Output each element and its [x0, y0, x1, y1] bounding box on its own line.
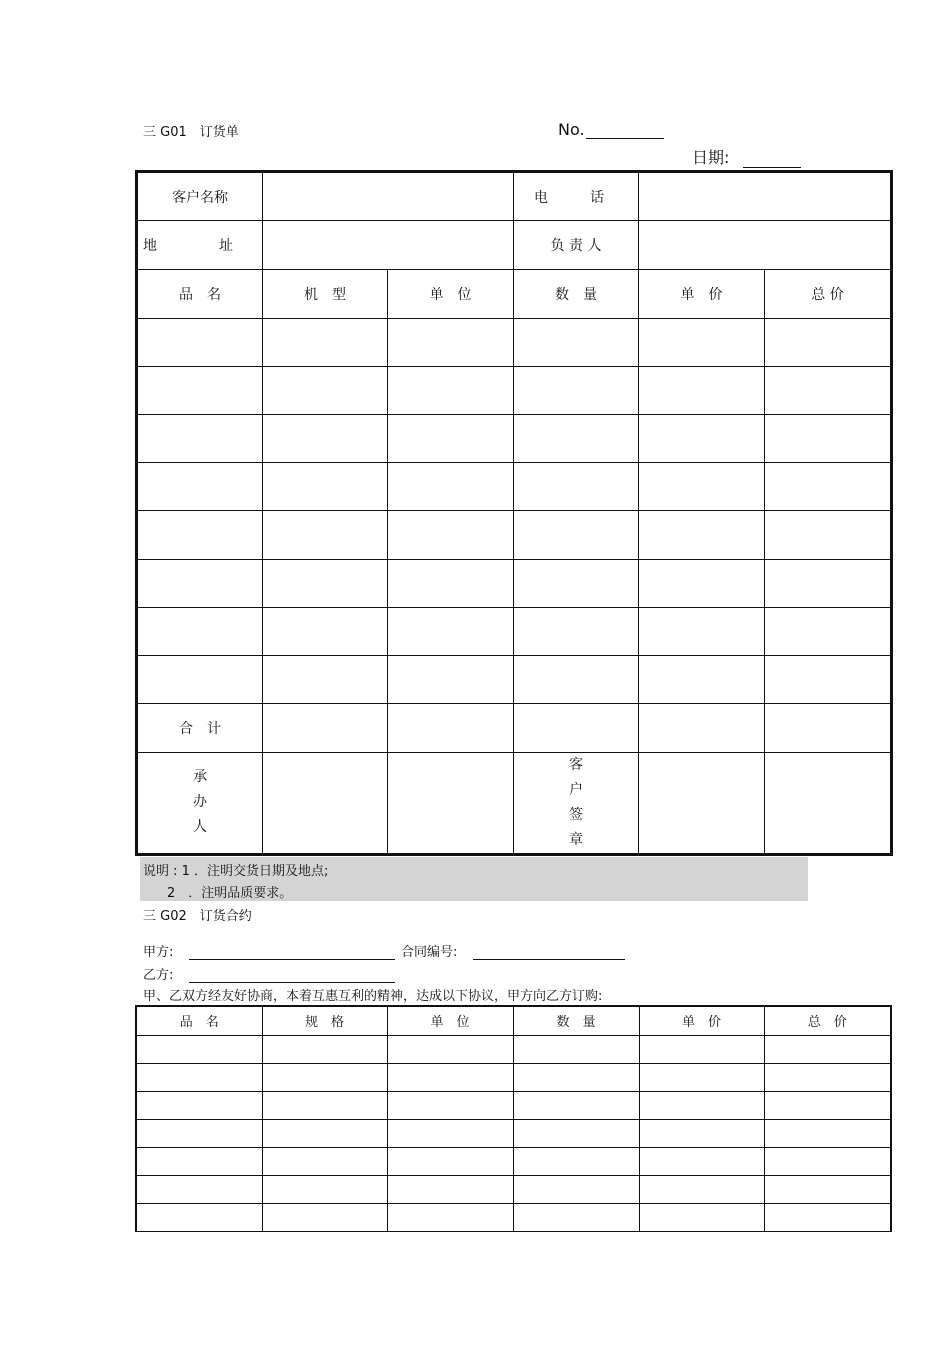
- table-cell[interactable]: [513, 1147, 639, 1175]
- contract-col-spec: 规 格: [262, 1006, 387, 1035]
- contract-item-row: [136, 1147, 891, 1175]
- order-item-row: [137, 655, 892, 703]
- customer-row: [137, 172, 892, 221]
- table-cell[interactable]: [263, 367, 388, 415]
- address-cell[interactable]: [263, 221, 514, 270]
- col-model: 机 型: [263, 270, 388, 319]
- table-cell[interactable]: [262, 1203, 387, 1231]
- total-cell[interactable]: [263, 703, 388, 752]
- table-cell[interactable]: [262, 1091, 387, 1119]
- order-date-label: 日期:: [692, 148, 730, 167]
- address-label: 地 址: [137, 221, 263, 270]
- table-cell[interactable]: [137, 463, 263, 511]
- contract-item-row: [136, 1063, 891, 1091]
- contract-item-row: [136, 1035, 891, 1063]
- table-cell[interactable]: [764, 1063, 891, 1091]
- order-number-field[interactable]: [558, 120, 664, 139]
- handler-label: 承 办 人: [137, 752, 263, 854]
- table-cell[interactable]: [387, 1119, 513, 1147]
- manager-label: 负 责 人: [514, 221, 639, 270]
- order-item-row: [137, 607, 892, 655]
- table-cell[interactable]: [764, 1119, 891, 1147]
- table-cell[interactable]: [765, 319, 892, 367]
- table-cell[interactable]: [388, 655, 514, 703]
- contract-col-product-name: 品 名: [136, 1006, 262, 1035]
- handler-cell[interactable]: [263, 752, 388, 854]
- table-cell[interactable]: [513, 1203, 639, 1231]
- note-line-2: 2 ．注明品质要求。: [167, 886, 293, 901]
- g02-title: 三 G02 订货合约: [143, 909, 252, 924]
- table-cell[interactable]: [514, 655, 639, 703]
- table-cell[interactable]: [514, 511, 639, 559]
- total-cell[interactable]: [388, 703, 514, 752]
- total-cell[interactable]: [514, 703, 639, 752]
- table-cell[interactable]: [764, 1175, 891, 1203]
- table-cell[interactable]: [639, 463, 765, 511]
- table-cell[interactable]: [639, 415, 765, 463]
- table-cell[interactable]: [639, 1203, 764, 1231]
- table-cell[interactable]: [514, 415, 639, 463]
- table-cell[interactable]: [514, 367, 639, 415]
- table-cell[interactable]: [387, 1091, 513, 1119]
- table-cell[interactable]: [639, 1063, 764, 1091]
- table-cell[interactable]: [513, 1035, 639, 1063]
- table-cell[interactable]: [513, 1119, 639, 1147]
- col-product-name: 品 名: [137, 270, 263, 319]
- column-header-row: [137, 270, 892, 319]
- table-cell[interactable]: [764, 1035, 891, 1063]
- table-cell[interactable]: [137, 559, 263, 607]
- table-cell[interactable]: [639, 511, 765, 559]
- party-a-label: 甲方:: [143, 945, 174, 960]
- table-cell[interactable]: [388, 415, 514, 463]
- table-cell[interactable]: [263, 559, 388, 607]
- order-date-line[interactable]: [743, 150, 801, 168]
- customer-name-cell[interactable]: [263, 172, 514, 221]
- order-form-table: [135, 170, 893, 856]
- table-cell[interactable]: [388, 511, 514, 559]
- table-cell[interactable]: [514, 559, 639, 607]
- manager-cell[interactable]: [639, 221, 892, 270]
- table-cell[interactable]: [263, 607, 388, 655]
- contract-header-row: [136, 1006, 891, 1035]
- phone-label: 电 话: [514, 172, 639, 221]
- order-item-row: [137, 415, 892, 463]
- order-item-row: [137, 319, 892, 367]
- table-cell[interactable]: [136, 1203, 262, 1231]
- table-cell[interactable]: [263, 463, 388, 511]
- party-b-field[interactable]: [143, 964, 395, 983]
- table-cell[interactable]: [262, 1119, 387, 1147]
- contract-item-row: [136, 1091, 891, 1119]
- contract-number-line[interactable]: [473, 945, 625, 960]
- table-cell[interactable]: [513, 1175, 639, 1203]
- contract-item-row: [136, 1119, 891, 1147]
- table-cell[interactable]: [764, 1203, 891, 1231]
- contract-item-row: [136, 1175, 891, 1203]
- table-cell[interactable]: [765, 415, 892, 463]
- agreement-text: 甲、乙双方经友好协商，本着互惠互利的精神，达成以下协议，甲方向乙方订购:: [143, 989, 603, 1004]
- table-cell[interactable]: [514, 607, 639, 655]
- col-unit: 单 位: [388, 270, 514, 319]
- table-cell[interactable]: [388, 319, 514, 367]
- col-total-price: 总 价: [765, 270, 892, 319]
- col-quantity: 数 量: [514, 270, 639, 319]
- table-cell[interactable]: [262, 1035, 387, 1063]
- table-cell[interactable]: [765, 559, 892, 607]
- order-item-row: [137, 367, 892, 415]
- party-a-line[interactable]: [189, 945, 395, 960]
- table-cell[interactable]: [514, 319, 639, 367]
- table-cell[interactable]: [388, 367, 514, 415]
- table-cell[interactable]: [639, 367, 765, 415]
- table-cell[interactable]: [137, 319, 263, 367]
- table-cell[interactable]: [388, 559, 514, 607]
- table-cell[interactable]: [639, 559, 765, 607]
- handler-cell[interactable]: [388, 752, 514, 854]
- table-cell[interactable]: [137, 367, 263, 415]
- table-cell[interactable]: [387, 1063, 513, 1091]
- table-cell[interactable]: [639, 1035, 764, 1063]
- table-cell[interactable]: [388, 463, 514, 511]
- g01-title: 三 G01 订货单: [143, 125, 239, 140]
- table-cell[interactable]: [263, 319, 388, 367]
- table-cell[interactable]: [639, 607, 765, 655]
- table-cell[interactable]: [262, 1147, 387, 1175]
- table-cell[interactable]: [387, 1203, 513, 1231]
- table-cell[interactable]: [387, 1147, 513, 1175]
- table-cell[interactable]: [387, 1035, 513, 1063]
- table-cell[interactable]: [639, 655, 765, 703]
- address-row: [137, 221, 892, 270]
- table-cell[interactable]: [136, 1119, 262, 1147]
- handler-row: [137, 752, 892, 854]
- table-cell[interactable]: [137, 655, 263, 703]
- table-cell[interactable]: [639, 1175, 764, 1203]
- table-cell[interactable]: [263, 511, 388, 559]
- table-cell[interactable]: [263, 415, 388, 463]
- contract-col-unit: 单 位: [387, 1006, 513, 1035]
- table-cell[interactable]: [262, 1063, 387, 1091]
- total-row: [137, 703, 892, 752]
- customer-signature-label: 客 户 签 章: [514, 752, 639, 854]
- party-b-line[interactable]: [189, 968, 395, 983]
- table-cell[interactable]: [514, 463, 639, 511]
- table-cell[interactable]: [639, 1147, 764, 1175]
- table-cell[interactable]: [513, 1063, 639, 1091]
- table-cell[interactable]: [136, 1147, 262, 1175]
- total-cell[interactable]: [765, 703, 892, 752]
- table-cell[interactable]: [263, 655, 388, 703]
- order-item-row: [137, 511, 892, 559]
- total-label: 合 计: [137, 703, 263, 752]
- contract-item-row: [136, 1203, 891, 1231]
- signature-cell[interactable]: [765, 752, 892, 854]
- table-cell[interactable]: [136, 1035, 262, 1063]
- table-cell[interactable]: [137, 607, 263, 655]
- table-cell[interactable]: [639, 1119, 764, 1147]
- contract-number-field[interactable]: [401, 941, 625, 960]
- table-cell[interactable]: [764, 1091, 891, 1119]
- table-cell[interactable]: [513, 1091, 639, 1119]
- table-cell[interactable]: [137, 511, 263, 559]
- table-cell[interactable]: [136, 1175, 262, 1203]
- table-cell[interactable]: [765, 367, 892, 415]
- customer-name-label: 客户名称: [137, 172, 263, 221]
- contract-col-unit-price: 单 价: [639, 1006, 764, 1035]
- contract-number-label: 合同编号:: [401, 945, 458, 960]
- order-date-field[interactable]: [692, 145, 801, 168]
- note-line-1: 说明 : 1 ．注明交货日期及地点;: [143, 864, 329, 879]
- table-cell[interactable]: [765, 655, 892, 703]
- party-b-label: 乙方:: [143, 968, 174, 983]
- table-cell[interactable]: [765, 607, 892, 655]
- notes-box: [140, 857, 808, 901]
- contract-table: [135, 1005, 892, 1232]
- table-cell[interactable]: [262, 1175, 387, 1203]
- table-cell[interactable]: [764, 1147, 891, 1175]
- table-cell[interactable]: [136, 1091, 262, 1119]
- party-a-field[interactable]: [143, 941, 395, 960]
- order-item-row: [137, 463, 892, 511]
- table-cell[interactable]: [136, 1063, 262, 1091]
- table-cell[interactable]: [765, 511, 892, 559]
- phone-cell[interactable]: [639, 172, 892, 221]
- contract-col-quantity: 数 量: [513, 1006, 639, 1035]
- table-cell[interactable]: [639, 319, 765, 367]
- contract-col-total-price: 总 价: [764, 1006, 891, 1035]
- table-cell[interactable]: [639, 1091, 764, 1119]
- table-cell[interactable]: [137, 415, 263, 463]
- col-unit-price: 单 价: [639, 270, 765, 319]
- order-item-row: [137, 559, 892, 607]
- total-cell[interactable]: [639, 703, 765, 752]
- table-cell[interactable]: [387, 1175, 513, 1203]
- order-number-line[interactable]: [586, 121, 664, 139]
- table-cell[interactable]: [388, 607, 514, 655]
- signature-cell[interactable]: [639, 752, 765, 854]
- order-number-label: No.: [558, 120, 585, 139]
- table-cell[interactable]: [765, 463, 892, 511]
